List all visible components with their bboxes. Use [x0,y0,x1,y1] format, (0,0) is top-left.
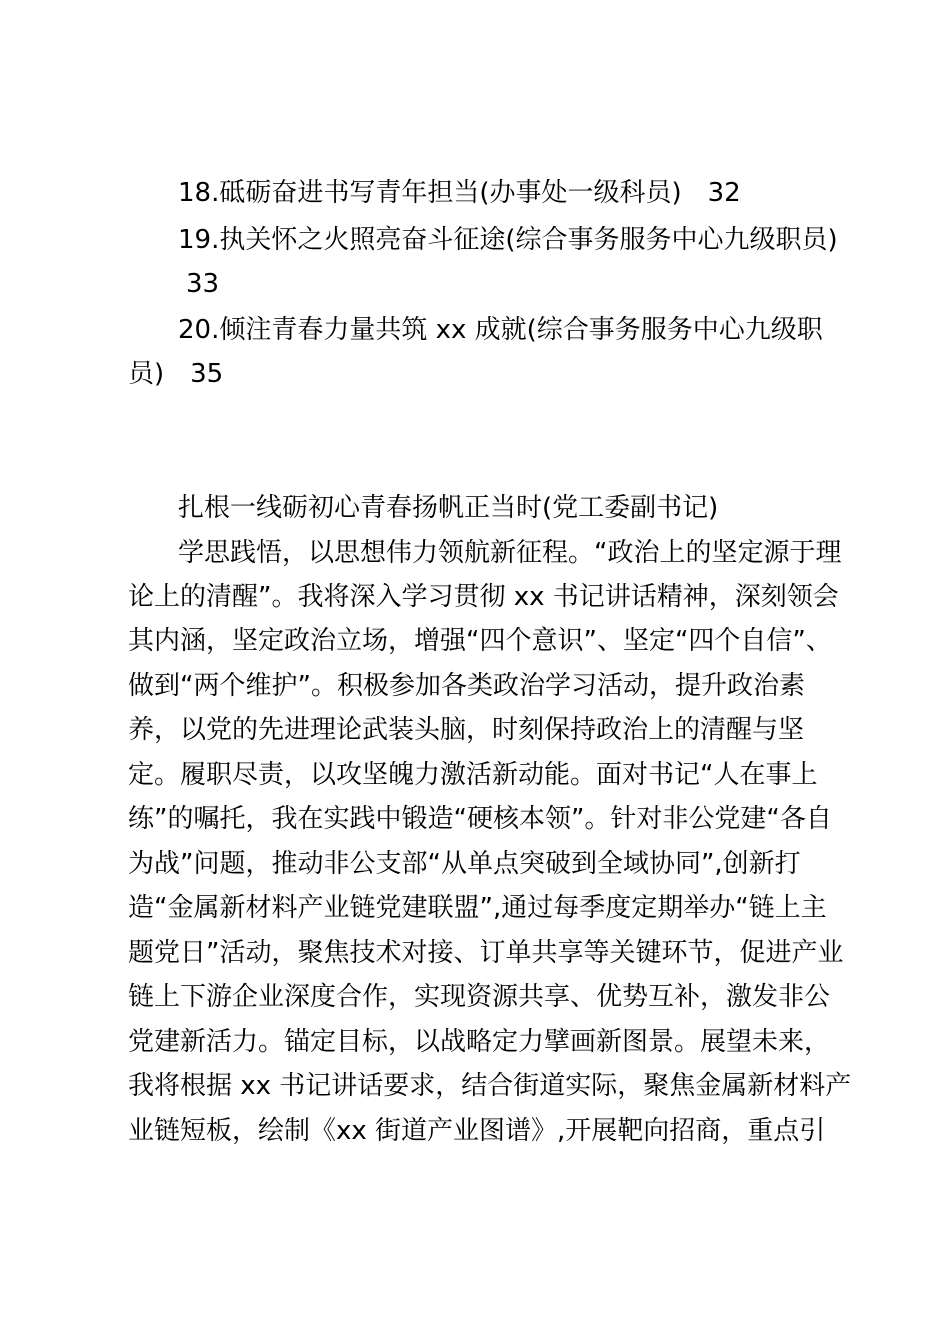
toc-entry-19-page: 33 [186,269,220,299]
toc-entry-20-continued: 员) 35 [128,359,224,389]
body-line: 党建新活力。锚定目标，以战略定力擘画新图景。展望未来， [128,1027,831,1057]
body-line: 链上下游企业深度合作，实现资源共享、优势互补，激发非公 [128,982,831,1012]
body-line: 为战”问题，推动非公支部“从单点突破到全域协同”,创新打 [128,849,801,879]
toc-entry-19: 19.执关怀之火照亮奋斗征途(综合事务服务中心九级职员) [178,225,838,255]
article-title: 扎根一线砺初心青春扬帆正当时(党工委副书记) [178,493,719,523]
body-line: 我将根据 xx 书记讲话要求，结合街道实际，聚焦金属新材料产 [128,1071,852,1101]
body-line: 题党日”活动，聚焦技术对接、订单共享等关键环节，促进产业 [128,938,844,968]
body-line: 养，以党的先进理论武装头脑，时刻保持政治上的清醒与坚 [128,715,805,745]
toc-entry-20: 20.倾注青春力量共筑 xx 成就(综合事务服务中心九级职 [178,315,823,345]
body-line: 做到“两个维护”。积极参加各类政治学习活动，提升政治素 [128,671,805,701]
body-line: 其内涵，坚定政治立场，增强“四个意识”、坚定“四个自信”、 [128,626,832,656]
body-line: 学思践悟，以思想伟力领航新征程。“政治上的坚定源于理 [178,538,842,568]
body-line: 业链短板，绘制《xx 街道产业图谱》,开展靶向招商，重点引 [128,1116,826,1146]
body-line: 造“金属新材料产业链党建联盟”,通过每季度定期举办“链上主 [128,893,827,923]
body-line: 练”的嘱托，我在实践中锻造“硬核本领”。针对非公党建“各自 [128,804,832,834]
body-line: 定。履职尽责，以攻坚魄力激活新动能。面对书记“人在事上 [128,760,818,790]
toc-entry-18: 18.砥砺奋进书写青年担当(办事处一级科员) 32 [178,178,741,208]
body-line: 论上的清醒”。我将深入学习贯彻 xx 书记讲话精神，深刻领会 [128,582,839,612]
